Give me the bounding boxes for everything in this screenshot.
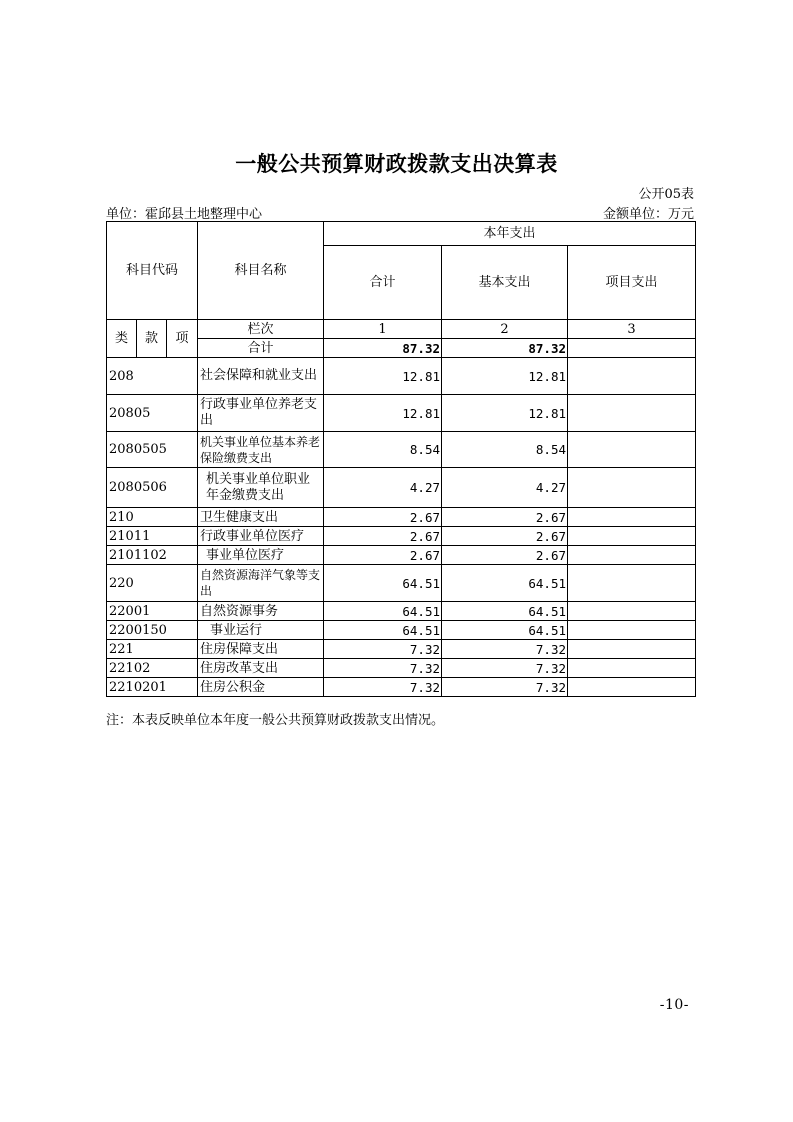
- row-basic: 7.32: [442, 659, 568, 678]
- row-name: 住房保障支出: [198, 640, 324, 659]
- row-total: 8.54: [324, 432, 442, 468]
- row-total: 64.51: [324, 621, 442, 640]
- row-total: 2.67: [324, 546, 442, 565]
- row-code: 210: [107, 508, 198, 527]
- row-basic: 8.54: [442, 432, 568, 468]
- table-row: [107, 678, 696, 697]
- header-year-expense: 本年支出: [324, 222, 696, 246]
- row-project: [568, 659, 696, 678]
- row-project: [568, 432, 696, 468]
- row-code: 2080506: [107, 468, 198, 508]
- row-total: 2.67: [324, 527, 442, 546]
- row-basic: 64.51: [442, 621, 568, 640]
- money-unit-label: 金额单位：万元: [602, 207, 694, 222]
- row-name: 住房公积金: [198, 678, 324, 697]
- row-code: 220: [107, 565, 198, 602]
- summary-total: 87.32: [324, 339, 442, 358]
- row-code: 208: [107, 358, 198, 395]
- header-column-no: 栏次: [198, 320, 324, 339]
- row-total: 12.81: [324, 358, 442, 395]
- row-total: 7.32: [324, 678, 442, 697]
- row-basic: 7.32: [442, 640, 568, 659]
- row-code: 21011: [107, 527, 198, 546]
- header-project-expense: 项目支出: [568, 246, 696, 320]
- table-row: [107, 432, 696, 468]
- row-project: [568, 358, 696, 395]
- table-row: [107, 602, 696, 621]
- page-number: -10-: [659, 997, 689, 1013]
- row-project: [568, 565, 696, 602]
- row-total: 2.67: [324, 508, 442, 527]
- row-code: 22001: [107, 602, 198, 621]
- row-project: [568, 395, 696, 432]
- row-total: 64.51: [324, 602, 442, 621]
- row-code: 22102: [107, 659, 198, 678]
- summary-project: [568, 339, 696, 358]
- row-code: 20805: [107, 395, 198, 432]
- header-xiang: 项: [167, 320, 198, 358]
- header-lei: 类: [107, 320, 137, 358]
- row-project: [568, 508, 696, 527]
- row-name: 社会保障和就业支出: [198, 358, 324, 395]
- column-no-1: 1: [324, 320, 442, 339]
- column-no-3: 3: [568, 320, 696, 339]
- row-project: [568, 527, 696, 546]
- row-name: 事业单位医疗: [198, 546, 324, 565]
- header-subject-name: 科目名称: [198, 222, 324, 320]
- header-total: 合计: [324, 246, 442, 320]
- row-total: 12.81: [324, 395, 442, 432]
- row-name: 卫生健康支出: [198, 508, 324, 527]
- row-basic: 2.67: [442, 527, 568, 546]
- header-kuan: 款: [137, 320, 167, 358]
- table-row: [107, 508, 696, 527]
- budget-table: [106, 221, 696, 697]
- row-total: 64.51: [324, 565, 442, 602]
- row-project: [568, 621, 696, 640]
- row-total: 7.32: [324, 640, 442, 659]
- row-code: 2200150: [107, 621, 198, 640]
- row-name: 住房改革支出: [198, 659, 324, 678]
- row-basic: 64.51: [442, 602, 568, 621]
- row-name: 自然资源事务: [198, 602, 324, 621]
- summary-basic: 87.32: [442, 339, 568, 358]
- row-total: 4.27: [324, 468, 442, 508]
- table-row: [107, 565, 696, 602]
- row-basic: 2.67: [442, 546, 568, 565]
- header-basic-expense: 基本支出: [442, 246, 568, 320]
- header-subject-code: 科目代码: [107, 222, 198, 320]
- table-row: [107, 527, 696, 546]
- unit-label: 单位：霍邱县土地整理中心: [106, 207, 263, 222]
- page-title: 一般公共预算财政拨款支出决算表: [235, 151, 558, 176]
- table-row: [107, 659, 696, 678]
- row-name: 机关事业单位职业年金缴费支出: [198, 468, 324, 508]
- row-code: 221: [107, 640, 198, 659]
- row-name: 行政事业单位养老支出: [198, 395, 324, 432]
- table-row: [107, 546, 696, 565]
- row-basic: 12.81: [442, 395, 568, 432]
- table-row: [107, 358, 696, 395]
- column-no-2: 2: [442, 320, 568, 339]
- row-basic: 2.67: [442, 508, 568, 527]
- row-project: [568, 602, 696, 621]
- row-basic: 7.32: [442, 678, 568, 697]
- summary-label: 合计: [198, 339, 324, 358]
- row-name: 机关事业单位基本养老保险缴费支出: [198, 432, 324, 468]
- row-name: 行政事业单位医疗: [198, 527, 324, 546]
- row-project: [568, 678, 696, 697]
- row-name: 事业运行: [198, 621, 324, 640]
- row-basic: 4.27: [442, 468, 568, 508]
- row-basic: 64.51: [442, 565, 568, 602]
- table-row: [107, 468, 696, 508]
- table-row: [107, 640, 696, 659]
- form-number: 公开05表: [638, 187, 694, 202]
- row-name: 自然资源海洋气象等支出: [198, 565, 324, 602]
- row-code: 2080505: [107, 432, 198, 468]
- row-basic: 12.81: [442, 358, 568, 395]
- table-note: 注：本表反映单位本年度一般公共预算财政拨款支出情况。: [106, 713, 445, 728]
- row-code: 2210201: [107, 678, 198, 697]
- row-project: [568, 468, 696, 508]
- row-project: [568, 546, 696, 565]
- row-total: 7.32: [324, 659, 442, 678]
- table-row: [107, 395, 696, 432]
- row-code: 2101102: [107, 546, 198, 565]
- table-row: [107, 621, 696, 640]
- row-project: [568, 640, 696, 659]
